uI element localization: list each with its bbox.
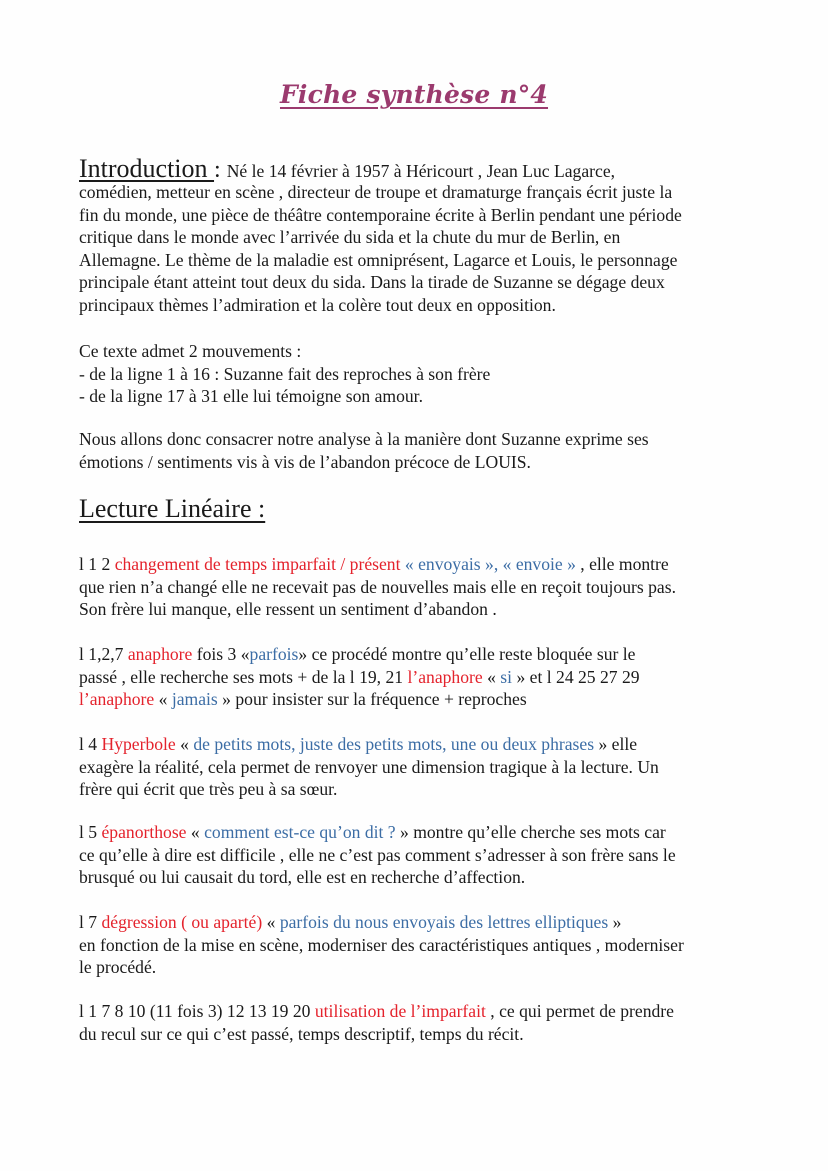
title-text: Fiche synthèse n°4 — [279, 80, 549, 109]
intro-line-7: principaux thèmes l’admiration et la colère tout deux en opposition. — [79, 294, 556, 315]
line-ref: l 5 — [79, 822, 102, 842]
quote-text: si — [500, 666, 513, 687]
analysis-item-2 — [79, 643, 769, 711]
problematic-paragraph — [79, 428, 769, 473]
problematic-line-1: Nous allons donc consacrer notre analyse à la manière dont Suzanne exprime ses — [79, 429, 649, 449]
heading-colon: : — [214, 157, 227, 183]
analysis-text: » pour insister sur la fréquence + reproches — [217, 689, 527, 709]
line-ref: l 1,2,7 — [79, 644, 128, 664]
item-line: exagère la réalité, cela permet de renvoyer une dimension tragique à la lecture. Un — [79, 756, 659, 777]
analysis-text: , elle montre — [575, 554, 669, 574]
introduction-paragraph — [79, 154, 769, 316]
intro-text: Né le 14 février à 1957 à Héricourt , Jean Luc Lagarce, — [226, 161, 616, 181]
introduction-heading: Introduction — [79, 154, 215, 183]
analysis-text: » — [608, 912, 622, 932]
movements-intro: Ce texte admet 2 mouvements : — [79, 341, 302, 361]
analysis-text: « — [262, 912, 280, 932]
analysis-text: « — [154, 689, 172, 709]
technique-label: l’anaphore — [79, 689, 155, 709]
item-line: ce qu’elle à dire est difficile , elle ne c’est pas comment s’adresser à son frère sans le — [79, 844, 676, 865]
analysis-text: , ce qui permet de prendre — [485, 1001, 674, 1021]
movement-2: - de la ligne 17 à 31 elle lui témoigne son amour. — [79, 386, 423, 406]
quote-text: parfois du nous envoyais des lettres elliptiques — [279, 912, 609, 932]
item-line: brusqué ou lui causait du tord, elle est en recherche d’affection. — [79, 867, 526, 887]
intro-line-5: Allemagne. Le thème de la maladie est omniprésent, Lagarce et Louis, le personnage — [79, 249, 678, 270]
quote-text: « envoyais », « envoie » — [404, 554, 576, 574]
item-line: en fonction de la mise en scène, moderniser des caractéristiques antiques , moderniser — [79, 934, 684, 955]
quote-text: de petits mots, juste des petits mots, une ou deux phrases — [193, 734, 595, 754]
item-line: Son frère lui manque, elle ressent un sentiment d’abandon . — [79, 599, 497, 619]
analysis-text: » elle — [594, 734, 638, 754]
problematic-line-2: émotions / sentiments vis à vis de l’abandon précoce de LOUIS. — [79, 451, 531, 472]
item-line — [79, 911, 769, 934]
item-line: que rien n’a changé elle ne recevait pas de nouvelles mais elle en reçoit toujours pas. — [79, 576, 676, 597]
analysis-text: « — [482, 666, 501, 687]
item-line — [79, 666, 769, 689]
item-line — [79, 821, 769, 844]
analysis-item-3 — [79, 733, 769, 801]
item-line — [79, 688, 769, 711]
intro-line-2: comédien, metteur en scène , directeur de troupe et dramaturge français écrit juste la — [79, 182, 673, 202]
movement-1: - de la ligne 1 à 16 : Suzanne fait des reproches à son frère — [79, 363, 491, 384]
line-ref: l 1 2 — [79, 554, 115, 574]
analysis-text: « — [186, 822, 205, 842]
intro-line-4: critique dans le monde avec l’arrivée du sida et la chute du mur de Berlin, en — [79, 227, 621, 247]
technique-label: changement de temps imparfait / présent — [114, 554, 401, 574]
analysis-text: « — [175, 734, 194, 754]
quote-text: parfois — [249, 644, 299, 664]
item-line — [79, 1000, 769, 1023]
analysis-item-5 — [79, 911, 769, 979]
quote-text: comment est-ce qu’on dit ? — [204, 822, 396, 842]
analysis-text: passé , elle recherche ses mots + de la l 19, 21 — [79, 666, 408, 687]
item-line — [79, 733, 769, 756]
item-line: du recul sur ce qui c’est passé, temps descriptif, temps du récit. — [79, 1023, 524, 1044]
analysis-text: » et l 24 25 27 29 — [512, 666, 640, 687]
line-ref: l 1 7 8 10 (11 fois 3) 12 13 19 20 — [79, 1001, 315, 1021]
technique-label: l’anaphore — [407, 666, 483, 687]
movements-paragraph — [79, 340, 769, 408]
analysis-text: fois 3 « — [192, 644, 250, 664]
analysis-item-1 — [79, 553, 769, 621]
technique-label: Hyperbole — [101, 734, 176, 754]
item-line: le procédé. — [79, 957, 157, 977]
line-ref: l 4 — [79, 734, 102, 754]
technique-label: dégression ( ou aparté) — [101, 912, 263, 932]
intro-line-6: principale étant atteint tout deux du sida. Dans la tirade de Suzanne se dégage deux — [79, 272, 665, 292]
analysis-item-4 — [79, 821, 769, 889]
intro-line-1 — [79, 154, 769, 183]
technique-label: utilisation de l’imparfait — [314, 1001, 486, 1021]
line-ref: l 7 — [79, 912, 102, 932]
technique-label: anaphore — [127, 644, 193, 664]
analysis-text: » montre qu’elle cherche ses mots car — [395, 822, 666, 842]
analysis-item-6 — [79, 1000, 769, 1045]
lecture-lineaire-heading: Lecture Linéaire : — [79, 494, 266, 523]
technique-label: épanorthose — [101, 822, 187, 842]
item-line: frère qui écrit que très peu à sa sœur. — [79, 779, 338, 799]
quote-text: jamais — [171, 689, 218, 709]
item-line — [79, 553, 769, 576]
document-title — [0, 80, 828, 109]
intro-line-3: fin du monde, une pièce de théâtre contemporaine écrite à Berlin pendant une période — [79, 204, 682, 225]
analysis-text: » ce procédé montre qu’elle reste bloquée sur le — [298, 644, 636, 664]
item-line — [79, 643, 769, 666]
